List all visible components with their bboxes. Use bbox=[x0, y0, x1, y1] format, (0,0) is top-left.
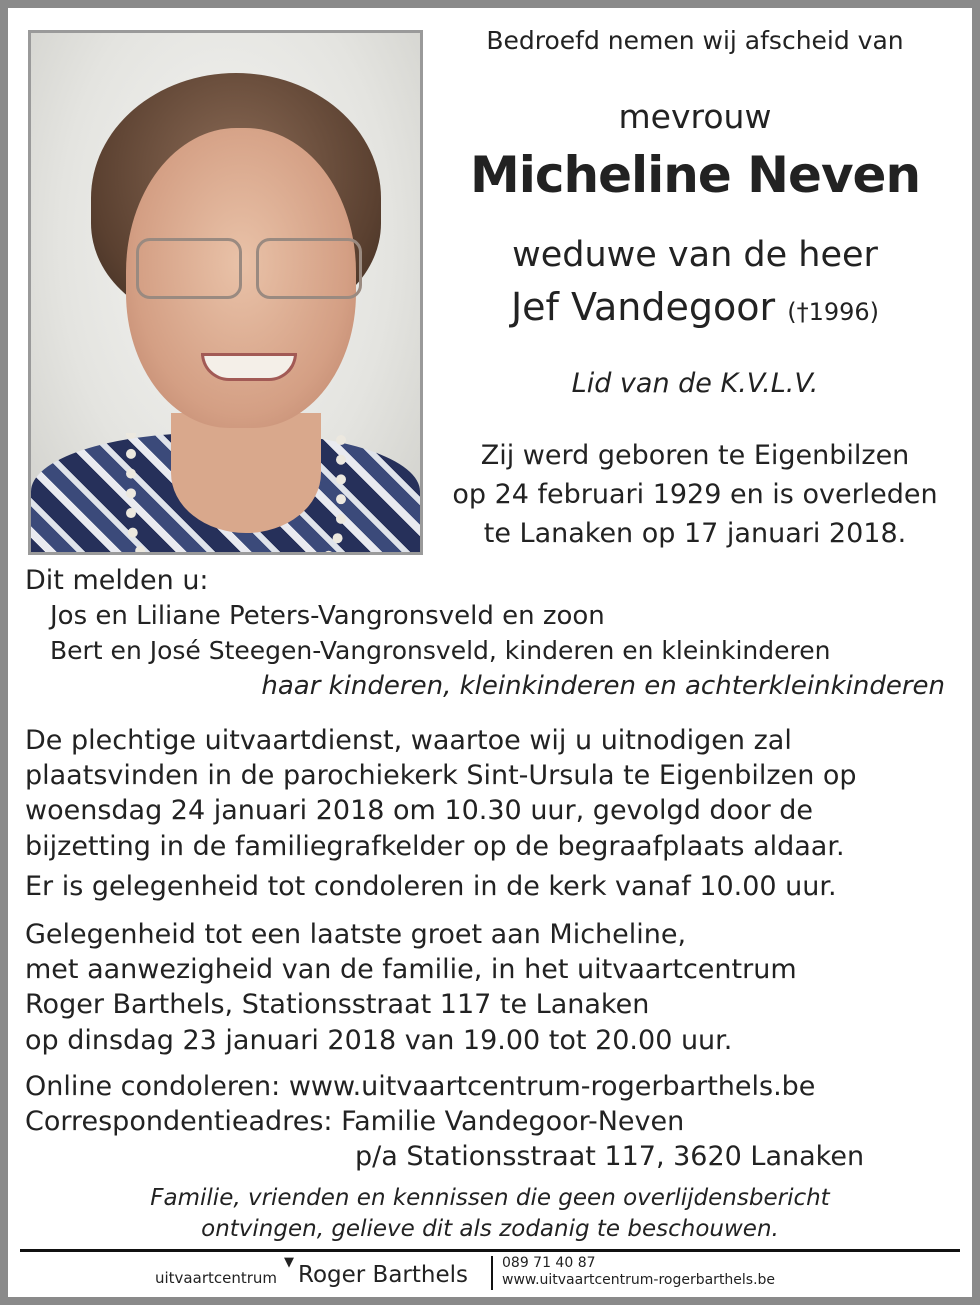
birth-line: Zij werd geboren te Eigenbilzen bbox=[480, 440, 910, 471]
birth-line: op 24 februari 1929 en is overleden bbox=[452, 479, 938, 510]
pearl-necklace bbox=[126, 433, 346, 555]
service-line: bijzetting in de familiegrafkelder op de begraafplaats aldaar. bbox=[25, 831, 845, 862]
announcer-family: haar kinderen, kleinkinderen en achterkleinkinderen bbox=[261, 671, 945, 701]
footer-website: www.uitvaartcentrum-rogerbarthels.be bbox=[502, 1272, 776, 1288]
spouse-name: Jef Vandegoor bbox=[510, 285, 776, 329]
deceased-name: Micheline Neven bbox=[469, 146, 921, 204]
honorific: mevrouw bbox=[618, 97, 772, 136]
viewing-line: met aanwezigheid van de familie, in het uitvaartcentrum bbox=[25, 954, 797, 985]
announcer-line: Jos en Liliane Peters-Vangronsveld en zoon bbox=[50, 601, 605, 631]
service-line: woensdag 24 januari 2018 om 10.30 uur, gevolgd door de bbox=[25, 795, 814, 826]
announcer-line: Bert en José Steegen-Vangronsveld, kinderen en kleinkinderen bbox=[50, 636, 831, 665]
condolence-info: Er is gelegenheid tot condoleren in de kerk vanaf 10.00 uur. bbox=[25, 871, 837, 902]
spouse-line bbox=[430, 285, 960, 329]
service-line: plaatsvinden in de parochiekerk Sint-Ursula te Eigenbilzen op bbox=[25, 760, 857, 791]
footer-brand: Roger Barthels bbox=[298, 1262, 468, 1288]
intro-text: Bedroefd nemen wij afscheid van bbox=[486, 26, 904, 55]
footer-phone: 089 71 40 87 bbox=[502, 1255, 596, 1271]
smile bbox=[201, 353, 297, 381]
viewing-line: Gelegenheid tot een laatste groet aan Micheline, bbox=[25, 919, 687, 950]
portrait-photo bbox=[28, 30, 423, 555]
spouse-death: (†1996) bbox=[787, 298, 880, 326]
address-line: Correspondentieadres: Familie Vandegoor-Neven bbox=[25, 1106, 685, 1137]
notice-line: Familie, vrienden en kennissen die geen overlijdensbericht bbox=[150, 1185, 830, 1211]
membership: Lid van de K.V.L.V. bbox=[571, 368, 819, 399]
footer-prefix: uitvaartcentrum bbox=[155, 1269, 278, 1287]
notice-line: ontvingen, gelieve dit als zodanig te beschouwen. bbox=[201, 1216, 779, 1242]
viewing-line: Roger Barthels, Stationsstraat 117 te Lanaken bbox=[25, 989, 650, 1020]
relation-text: weduwe van de heer bbox=[512, 235, 878, 275]
service-line: De plechtige uitvaartdienst, waartoe wij u uitnodigen zal bbox=[25, 725, 792, 756]
footer-divider bbox=[20, 1249, 960, 1252]
triangle-icon: ▼ bbox=[284, 1255, 294, 1270]
viewing-line: op dinsdag 23 januari 2018 van 19.00 tot 20.00 uur. bbox=[25, 1025, 733, 1056]
address-line: p/a Stationsstraat 117, 3620 Lanaken bbox=[355, 1141, 865, 1172]
birth-line: te Lanaken op 17 januari 2018. bbox=[483, 518, 907, 549]
online-condolence: Online condoleren: www.uitvaartcentrum-rogerbarthels.be bbox=[25, 1071, 816, 1102]
glasses-right bbox=[256, 238, 362, 299]
announcers-label: Dit melden u: bbox=[25, 565, 209, 596]
glasses-left bbox=[136, 238, 242, 299]
footer-separator bbox=[491, 1256, 493, 1290]
